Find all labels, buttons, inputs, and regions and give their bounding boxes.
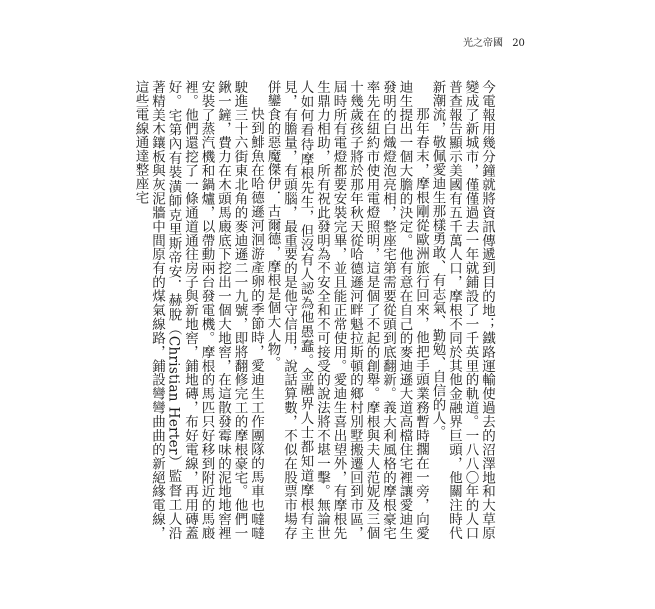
page-number: 20 bbox=[512, 38, 525, 49]
paragraph: 今電報用幾分鐘就將資訊傳遞到目的地；鐵路運輸使過去的沼澤地和大草原變成了新城市，僅僅過去一年就鋪設了一千英里的軌道。一八八〇年的人口普查報告顯示美國有五千萬人口，摩根不同於其他金融界巨頭，他關注時代新潮流，敬佩愛迪生那樣勇敢、有志氣、勤勉、自信的人。 bbox=[429, 80, 495, 540]
book-title: 光之帝國 bbox=[463, 38, 503, 49]
paragraph: 那年春末，摩根剛從歐洲旅行回來，他把手頭業務暫時擱在一旁，向愛迪生提出一個大膽的決定。他有意在自己的麥迪遜大道高檔住宅裡讓愛迪生發明的白熾燈泡亮相，整座宅第需要從頭到底翻新。義大利風格的摩根豪宅率先在紐約市使用電燈照明，這是個了不起的創舉。摩根與夫人范妮及三個十幾歲孩子將於那年秋天從哈德遜河畔魁拉斯頓的鄉村別墅搬遷回到市區，屆時所有電燈都要安裝完畢，並且能正常使用。愛迪生喜出望外，有摩根先生鼎力相助，所有祝此發明為不安全和不可接受的說法將不堪一擊。無論世人如何看待摩根先生，但沒有人認為他愚蠢。金融界人士都知道摩根有主見，有膽量，有頭腦，最重要的是他守信用，說話算數，不似在股票市場存併鑾食的惡魔傑伊．古爾德，摩根是個大人物。 bbox=[264, 80, 429, 540]
paragraph: 快到鯡魚在哈德遜河洄游產卵的季節時，愛迪生工作團隊的馬車也噠噠駛進三十六街東北角的麥迪遜二一九號，即將翻修完工的摩根豪宅。他們一鍬一鏟，費力在木頭馬廄底下挖出一個大地窖，在這散發霉味的泥地地窖裡安裝了蒸汽機和鍋爐，以帶動兩台發電機。摩根的馬匹只好移到附近的馬廄裡。他們還挖了一條通道通往房子與新地窖，鋪地磚，布好電線，再用磚蓋好。宅第內有裝潢師克里斯帝安．赫脫（Christian Herter）監督工人沿著精美木鑲板與灰泥牆中間原有的煤氣線路，鋪設彎彎曲曲的新絕緣電線，這些電線通達整座宅 bbox=[132, 80, 264, 540]
running-header bbox=[463, 37, 543, 51]
body-text bbox=[132, 80, 495, 540]
